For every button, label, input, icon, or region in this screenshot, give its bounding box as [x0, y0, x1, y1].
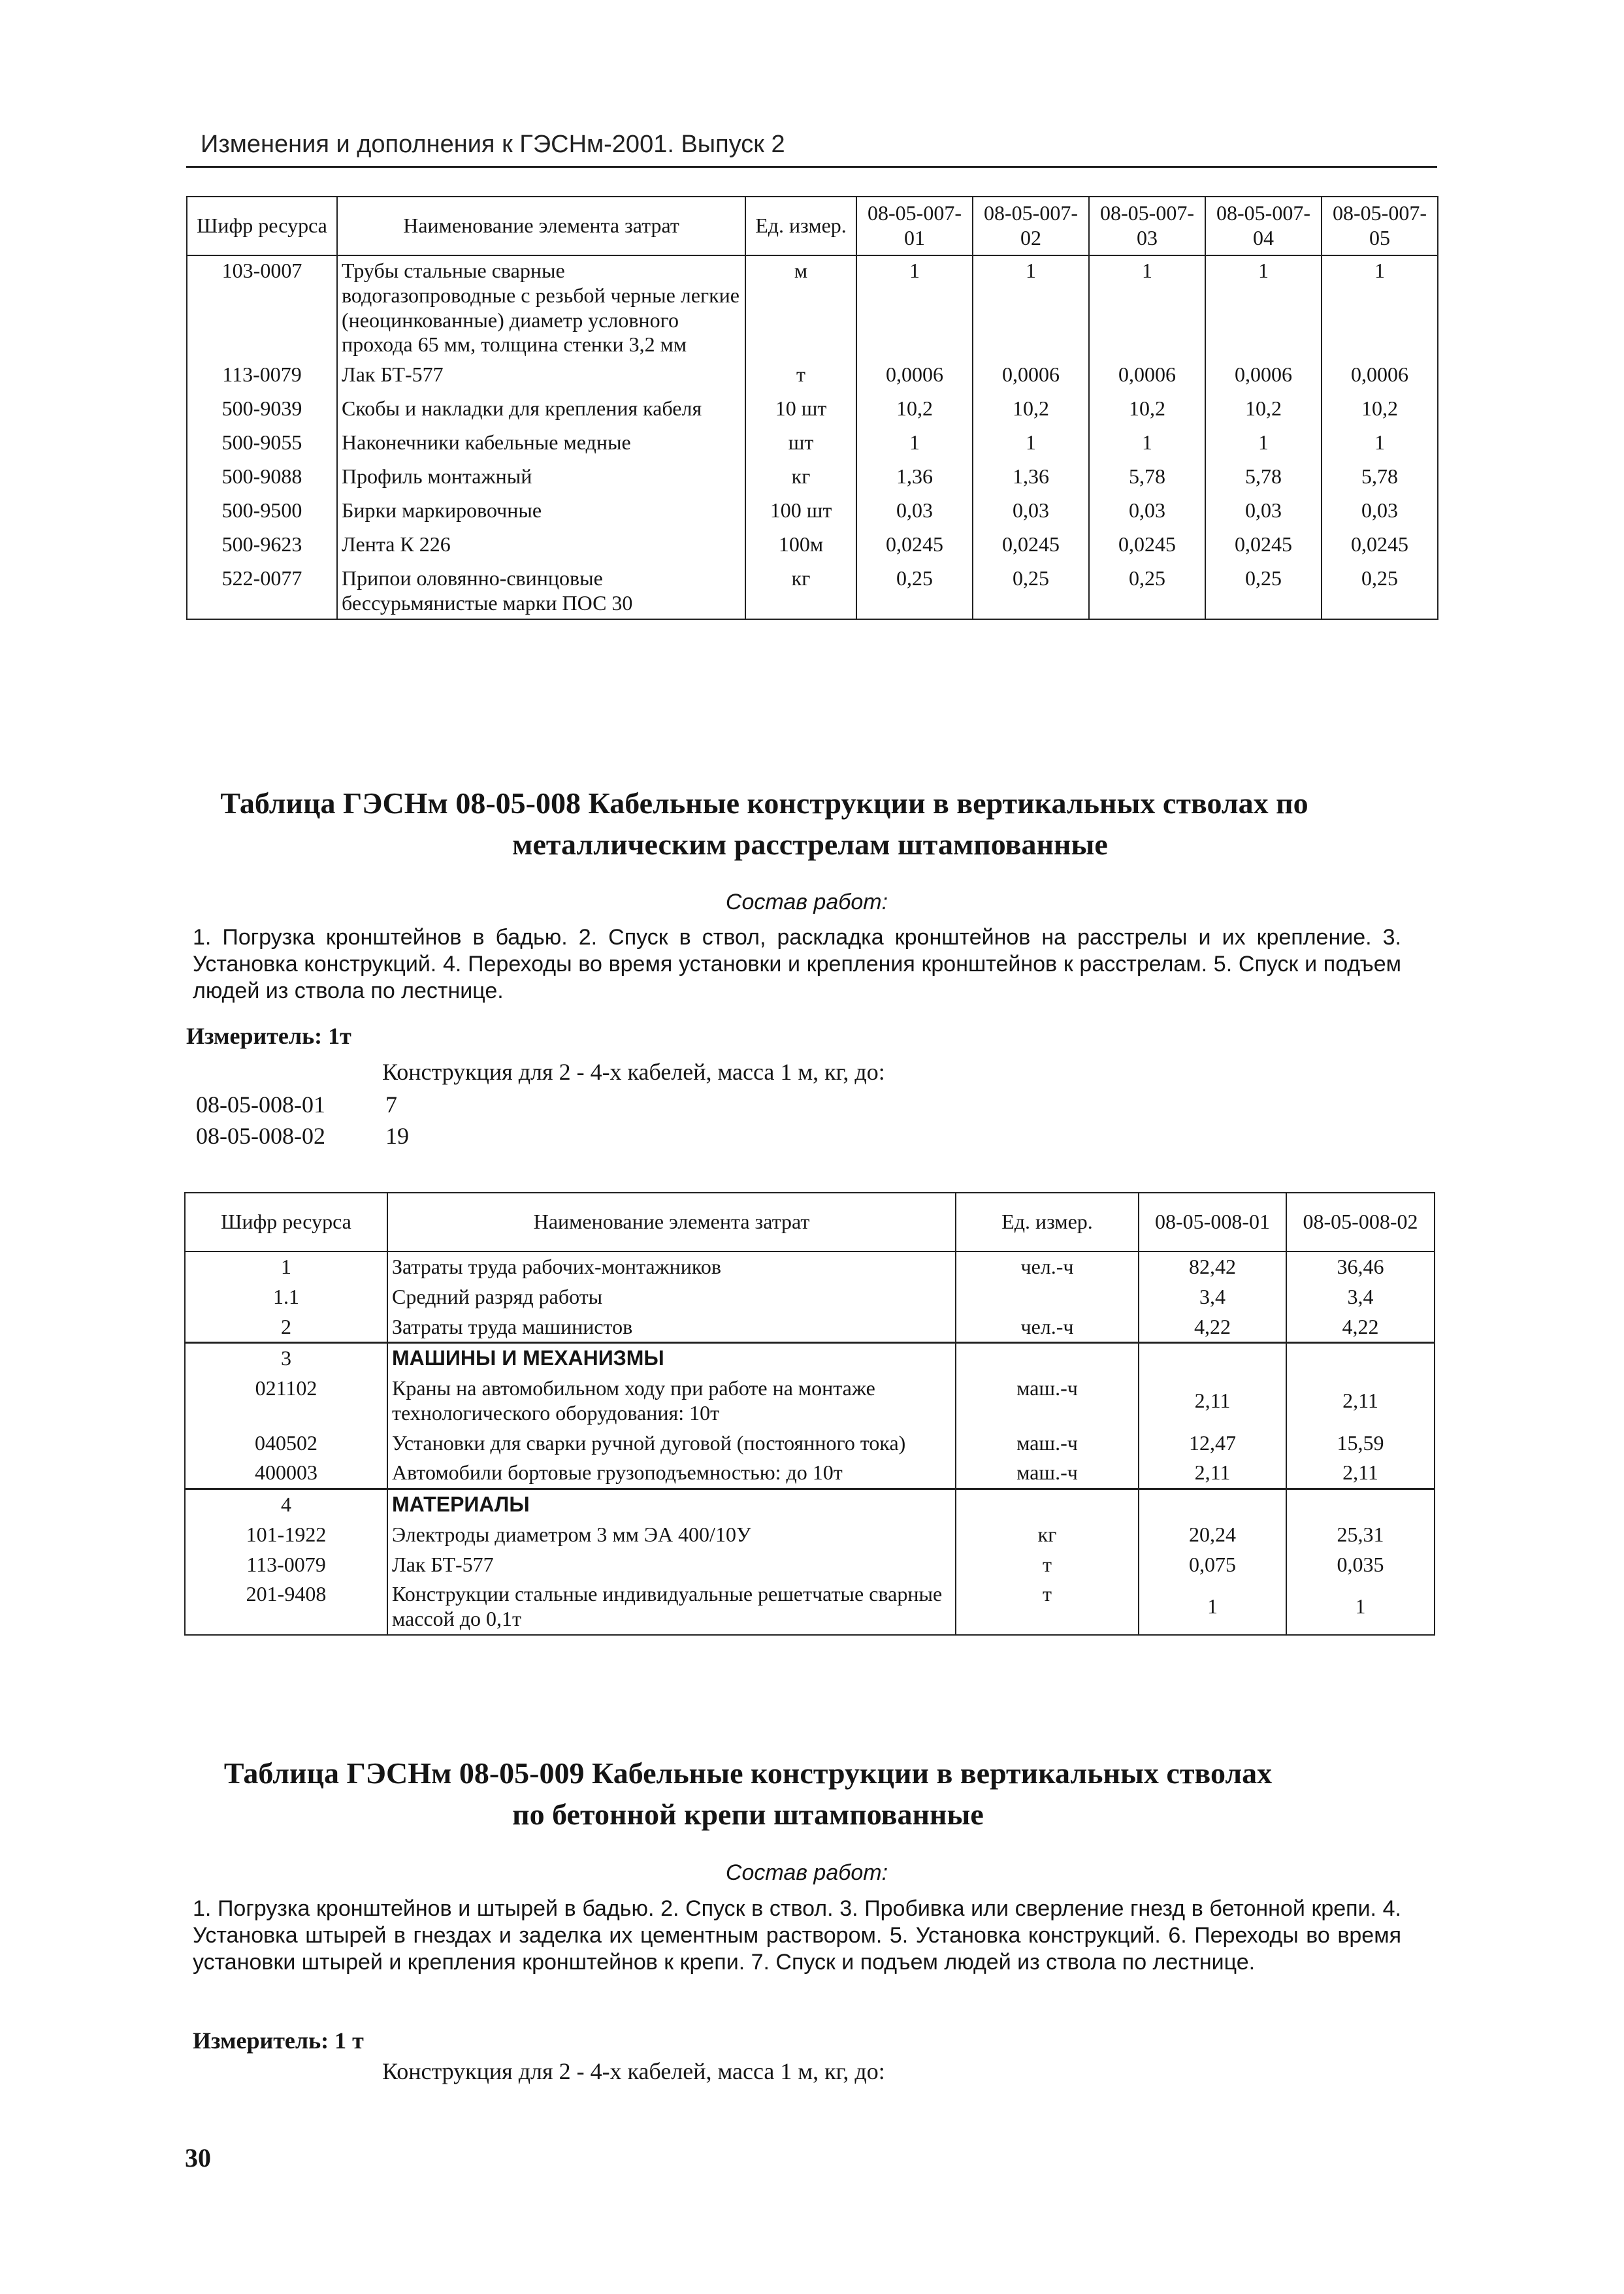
value-cell: 10,2 — [856, 394, 973, 428]
value-cell: 1,36 — [973, 462, 1089, 496]
value-cell: 0,0245 — [973, 530, 1089, 564]
meter-label: Измеритель: 1т — [186, 1023, 351, 1049]
value-cell: 4,22 — [1139, 1312, 1286, 1343]
resource-code: 103-0007 — [187, 255, 337, 360]
section-title-08-05-009 — [180, 1753, 1316, 1835]
table-row — [187, 428, 1438, 462]
construction-label: Конструкция для 2 - 4-х кабелей, масса 1 м, кг, до: — [382, 1059, 885, 1085]
header-col: 08-05-007-02 — [973, 197, 1089, 255]
value-cell: 1 — [856, 428, 973, 462]
resource-name: Средний разряд работы — [387, 1282, 956, 1312]
value-cell: 0,03 — [1089, 496, 1205, 530]
resource-name: Краны на автомобильном ходу при работе на монтаже технологического оборудования: 10т — [387, 1374, 956, 1429]
value-cell: 10,2 — [973, 394, 1089, 428]
resource-name: Лак БТ-577 — [387, 1550, 956, 1580]
value-cell: 0,03 — [973, 496, 1089, 530]
value-cell: 2,11 — [1139, 1458, 1286, 1489]
section-row — [185, 1489, 1435, 1520]
header-code: Шифр ресурса — [185, 1193, 387, 1252]
resource-code: 1 — [185, 1252, 387, 1282]
value-cell: 82,42 — [1139, 1252, 1286, 1282]
resource-name: Припои оловянно-свинцовые бессурьмянистые марки ПОС 30 — [337, 564, 745, 619]
resource-code: 500-9039 — [187, 394, 337, 428]
table-row — [187, 255, 1438, 360]
value-cell: 0,25 — [1322, 564, 1438, 619]
value-cell: 0,25 — [856, 564, 973, 619]
value-cell: 1 — [1139, 1579, 1286, 1635]
resource-code: 1.1 — [185, 1282, 387, 1312]
unit-cell: т — [956, 1579, 1139, 1635]
header-col: 08-05-007-05 — [1322, 197, 1438, 255]
value-cell: 0,25 — [1205, 564, 1322, 619]
value-cell: 4,22 — [1286, 1312, 1435, 1343]
resource-name: Электроды диаметром 3 мм ЭА 400/10У — [387, 1520, 956, 1550]
resource-code: 040502 — [185, 1429, 387, 1459]
title-line: Таблица ГЭСНм 08-05-008 Кабельные конструкции в вертикальных стволах по — [220, 786, 1308, 820]
value-cell: 0,0006 — [1205, 360, 1322, 394]
value-cell: 0,0245 — [1322, 530, 1438, 564]
section-name: МАШИНЫ И МЕХАНИЗМЫ — [387, 1343, 956, 1374]
unit-cell: чел.-ч — [956, 1252, 1139, 1282]
title-line: Таблица ГЭСНм 08-05-009 Кабельные конструкции в вертикальных стволах — [223, 1756, 1273, 1790]
resource-name: Наконечники кабельные медные — [337, 428, 745, 462]
resource-name: Лента К 226 — [337, 530, 745, 564]
unit-cell: кг — [956, 1520, 1139, 1550]
header-col: 08-05-007-01 — [856, 197, 973, 255]
header-name: Наименование элемента затрат — [387, 1193, 956, 1252]
table-row — [185, 1374, 1435, 1429]
value-cell: 0,035 — [1286, 1550, 1435, 1580]
value-cell: 12,47 — [1139, 1429, 1286, 1459]
value-cell: 0,0245 — [1205, 530, 1322, 564]
norm-code: 08-05-008-02 — [196, 1123, 325, 1149]
header-col: 08-05-008-02 — [1286, 1193, 1435, 1252]
header-unit: Ед. измер. — [956, 1193, 1139, 1252]
meter-label: Измеритель: 1 т — [193, 2027, 364, 2054]
value-cell: 0,0006 — [973, 360, 1089, 394]
running-header: Изменения и дополнения к ГЭСНм-2001. Выпуск 2 — [201, 131, 785, 158]
value-cell: 2,11 — [1286, 1458, 1435, 1489]
unit-cell: маш.-ч — [956, 1458, 1139, 1489]
value-cell: 1 — [1089, 255, 1205, 360]
composition-text: 1. Погрузка кронштейнов в бадью. 2. Спуск в ствол, раскладка кронштейнов на расстрелы и их крепление. 3. Установка конструкций. 4. Переходы во время установки и крепления кронштейнов к расстрелам. 5. Спуск и подъем людей из ствола по лестнице. — [193, 925, 1401, 1003]
resource-code: 522-0077 — [187, 564, 337, 619]
resource-code: 2 — [185, 1312, 387, 1343]
resource-name: Профиль монтажный — [337, 462, 745, 496]
construction-label: Конструкция для 2 - 4-х кабелей, масса 1 м, кг, до: — [382, 2058, 885, 2084]
table-row — [185, 1282, 1435, 1312]
composition-heading: Состав работ: — [725, 890, 888, 914]
resource-name: Бирки маркировочные — [337, 496, 745, 530]
resource-table-08-05-007 — [186, 196, 1438, 620]
value-cell: 5,78 — [1205, 462, 1322, 496]
title-line: по бетонной крепи штампованные — [512, 1798, 984, 1832]
table-row — [187, 530, 1438, 564]
value-cell: 0,25 — [1089, 564, 1205, 619]
value-cell: 1 — [1089, 428, 1205, 462]
value-cell: 1 — [1205, 255, 1322, 360]
unit-cell: кг — [745, 462, 856, 496]
value-cell: 2,11 — [1139, 1374, 1286, 1429]
section-title-08-05-008 — [189, 783, 1339, 865]
value-cell: 0,0006 — [856, 360, 973, 394]
table-row — [185, 1520, 1435, 1550]
resource-code: 500-9500 — [187, 496, 337, 530]
header-unit: Ед. измер. — [745, 197, 856, 255]
norm-value: 7 — [385, 1091, 397, 1118]
unit-cell: 100 шт — [745, 496, 856, 530]
section-name: МАТЕРИАЛЫ — [387, 1489, 956, 1520]
value-cell: 20,24 — [1139, 1520, 1286, 1550]
value-cell: 1 — [973, 255, 1089, 360]
resource-code: 113-0079 — [187, 360, 337, 394]
unit-cell: шт — [745, 428, 856, 462]
value-cell: 0,25 — [973, 564, 1089, 619]
composition-text: 1. Погрузка кронштейнов и штырей в бадью. 2. Спуск в ствол. 3. Пробивка или сверление гнезд в бетонной крепи. 4. Установка штырей в гнездах и заделка их цементным раствором. 5. Установка конструкций. 6. Переходы во время установки штырей и крепления кронштейнов к крепи. 7. Спуск и подъем людей из ствола по лестнице. — [193, 1896, 1401, 1975]
unit-cell: 100м — [745, 530, 856, 564]
value-cell: 0,03 — [856, 496, 973, 530]
value-cell: 10,2 — [1089, 394, 1205, 428]
composition-heading: Состав работ: — [725, 1860, 888, 1885]
resource-name: Скобы и накладки для крепления кабеля — [337, 394, 745, 428]
value-cell: 10,2 — [1205, 394, 1322, 428]
table-row — [187, 360, 1438, 394]
value-cell: 0,0006 — [1089, 360, 1205, 394]
value-cell: 5,78 — [1089, 462, 1205, 496]
unit-cell — [956, 1282, 1139, 1312]
resource-name: Автомобили бортовые грузоподъемностью: до 10т — [387, 1458, 956, 1489]
unit-cell: чел.-ч — [956, 1312, 1139, 1343]
norm-code: 08-05-008-01 — [196, 1091, 325, 1118]
table-row — [185, 1458, 1435, 1489]
resource-code: 500-9623 — [187, 530, 337, 564]
resource-name: Конструкции стальные индивидуальные решетчатые сварные массой до 0,1т — [387, 1579, 956, 1635]
value-cell: 36,46 — [1286, 1252, 1435, 1282]
value-cell: 0,0245 — [856, 530, 973, 564]
resource-code: 500-9088 — [187, 462, 337, 496]
norm-value: 19 — [385, 1123, 409, 1149]
table-row — [185, 1429, 1435, 1459]
value-cell: 1 — [1322, 255, 1438, 360]
table-row — [185, 1550, 1435, 1580]
resource-code: 400003 — [185, 1458, 387, 1489]
resource-code: 500-9055 — [187, 428, 337, 462]
value-cell: 0,0245 — [1089, 530, 1205, 564]
value-cell: 0,03 — [1322, 496, 1438, 530]
resource-table-08-05-008 — [184, 1192, 1435, 1636]
value-cell: 1 — [973, 428, 1089, 462]
value-cell: 1 — [1205, 428, 1322, 462]
value-cell: 1 — [1286, 1579, 1435, 1635]
value-cell: 0,075 — [1139, 1550, 1286, 1580]
resource-code: 4 — [185, 1489, 387, 1520]
value-cell — [1286, 1343, 1435, 1374]
table-header-row — [185, 1193, 1435, 1252]
header-col: 08-05-008-01 — [1139, 1193, 1286, 1252]
unit-cell: маш.-ч — [956, 1374, 1139, 1429]
unit-cell — [956, 1343, 1139, 1374]
value-cell: 5,78 — [1322, 462, 1438, 496]
table-row — [187, 496, 1438, 530]
resource-code: 113-0079 — [185, 1550, 387, 1580]
unit-cell: м — [745, 255, 856, 360]
resource-name: Затраты труда рабочих-монтажников — [387, 1252, 956, 1282]
value-cell: 10,2 — [1322, 394, 1438, 428]
value-cell: 25,31 — [1286, 1520, 1435, 1550]
resource-code: 101-1922 — [185, 1520, 387, 1550]
resource-code: 3 — [185, 1343, 387, 1374]
value-cell: 1,36 — [856, 462, 973, 496]
table-row — [187, 564, 1438, 619]
header-col: 08-05-007-03 — [1089, 197, 1205, 255]
table-row — [185, 1252, 1435, 1282]
value-cell — [1139, 1489, 1286, 1520]
header-col: 08-05-007-04 — [1205, 197, 1322, 255]
table-row — [185, 1579, 1435, 1635]
unit-cell — [956, 1489, 1139, 1520]
value-cell: 0,0006 — [1322, 360, 1438, 394]
value-cell: 0,03 — [1205, 496, 1322, 530]
resource-code: 021102 — [185, 1374, 387, 1429]
resource-name: Установки для сварки ручной дуговой (постоянного тока) — [387, 1429, 956, 1459]
section-row — [185, 1343, 1435, 1374]
value-cell: 1 — [1322, 428, 1438, 462]
table-row — [185, 1312, 1435, 1343]
unit-cell: т — [745, 360, 856, 394]
title-line: металлическим расстрелам штампованные — [512, 828, 1108, 862]
table-header-row — [187, 197, 1438, 255]
resource-name: Лак БТ-577 — [337, 360, 745, 394]
value-cell: 2,11 — [1286, 1374, 1435, 1429]
table-row — [187, 394, 1438, 428]
unit-cell: кг — [745, 564, 856, 619]
header-rule — [186, 166, 1437, 168]
resource-name: Трубы стальные сварные водогазопроводные с резьбой черные легкие (неоцинкованные) диаметр условного прохода 65 мм, толщина стенки 3,2 мм — [337, 255, 745, 360]
resource-code: 201-9408 — [185, 1579, 387, 1635]
table-row — [187, 462, 1438, 496]
unit-cell: 10 шт — [745, 394, 856, 428]
header-name: Наименование элемента затрат — [337, 197, 745, 255]
resource-name: Затраты труда машинистов — [387, 1312, 956, 1343]
unit-cell: т — [956, 1550, 1139, 1580]
value-cell: 3,4 — [1139, 1282, 1286, 1312]
value-cell: 3,4 — [1286, 1282, 1435, 1312]
value-cell: 15,59 — [1286, 1429, 1435, 1459]
unit-cell: маш.-ч — [956, 1429, 1139, 1459]
value-cell: 1 — [856, 255, 973, 360]
value-cell — [1139, 1343, 1286, 1374]
value-cell — [1286, 1489, 1435, 1520]
page-number: 30 — [185, 2143, 211, 2173]
header-code: Шифр ресурса — [187, 197, 337, 255]
